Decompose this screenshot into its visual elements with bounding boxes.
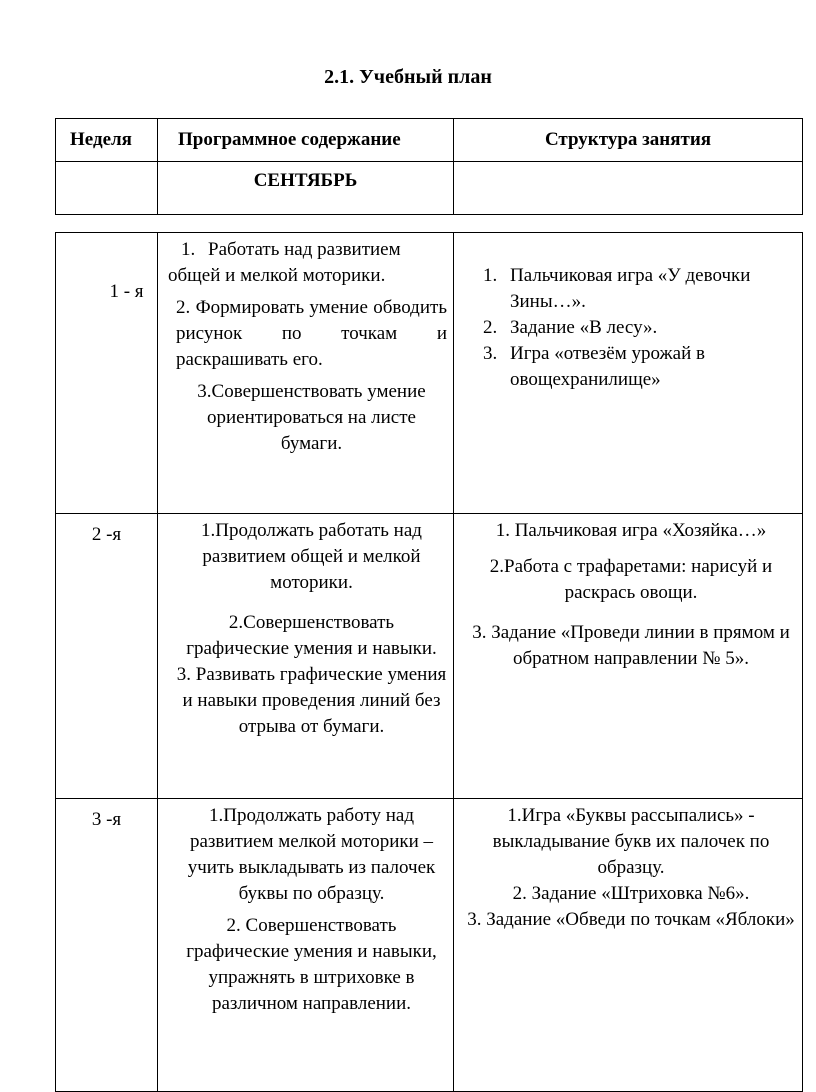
program-item: общей и мелкой моторики. [168,265,386,286]
column-header-program: Программное содержание [158,119,454,162]
program-cell [158,514,454,799]
program-list [176,237,447,263]
structure-item: 3. Задание «Проведи линии в прямом и обратном направлении № 5». [472,622,790,669]
program-item: 2. Формировать умение обводить рисунок по точкам и раскрашивать его. [176,297,447,370]
month-empty-cell [56,162,158,215]
structure-item: 3. Задание «Обведи по точкам «Яблоки» [467,909,795,930]
structure-cell [454,514,803,799]
plan-table [55,232,803,1092]
program-item: 3. Развивать графические умения и навыки проведения линий без отрыва от бумаги. [176,664,447,737]
program-cell [158,799,454,1092]
header-table [55,118,803,215]
program-item: 3.Совершенствовать умение ориентироваться на листе бумаги. [197,381,426,454]
program-cell [158,233,454,514]
program-item: 1.Продолжать работу над развитием мелкой моторики – учить выкладывать из палочек буквы по образцу. [187,805,436,904]
week-cell: 3 -я [56,799,158,1092]
structure-item: 2. Задание «В лесу». [502,315,798,341]
structure-item: 2.Работа с трафаретами: нарисуй и раскрась овощи. [489,556,773,603]
structure-item: 1.Игра «Буквы рассыпались» - выкладывание букв их палочек по образцу. [492,805,770,878]
structure-cell [454,233,803,514]
month-label: СЕНТЯБРЬ [158,162,454,215]
table-row [56,799,803,1092]
structure-list [464,263,798,393]
week-cell: 1 - я [56,233,158,514]
column-header-week: Неделя [56,119,158,162]
week-cell: 2 -я [56,514,158,799]
structure-item: 3. Игра «отвезём урожай в овощехранилище» [502,341,798,393]
table-row [56,233,803,514]
month-row [56,162,803,215]
structure-item: 1. Пальчиковая игра «Хозяйка…» [495,520,767,541]
page-title: 2.1. Учебный план [324,66,492,88]
month-empty-cell [454,162,803,215]
header-row [56,119,803,162]
table-row [56,514,803,799]
program-item: 1. Работать над развитием [200,237,447,263]
structure-item: 2. Задание «Штриховка №6». [512,883,750,904]
structure-cell [454,799,803,1092]
program-item: 1.Продолжать работать над развитием общей и мелкой моторики. [201,520,422,593]
structure-item: 1. Пальчиковая игра «У девочки Зины…». [502,263,798,315]
program-item: 2.Совершенствовать графические умения и навыки. [186,612,437,659]
column-header-structure: Структура занятия [454,119,803,162]
program-item: 2. Совершенствовать графические умения и навыки, упражнять в штриховке в различном направлении. [186,915,437,1014]
